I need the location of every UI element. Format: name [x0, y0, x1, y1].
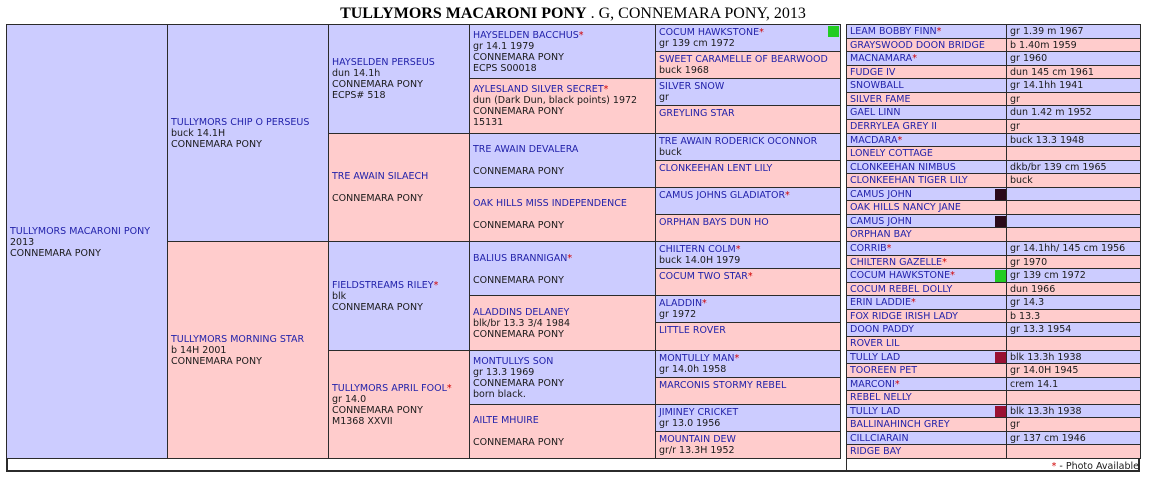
photo-available-star: *: [894, 378, 900, 390]
horse-name-link[interactable]: MONTULLYS SON: [473, 355, 554, 367]
grandparent-cell: [328, 133, 471, 243]
cell-content: [473, 84, 654, 128]
gen5-cell: [655, 404, 841, 432]
horse-detail: CONNEMARA PONY: [473, 220, 564, 232]
horse-detail: [473, 264, 654, 275]
horse-name-link[interactable]: JIMINEY CRICKET: [659, 406, 739, 418]
great-grandparent-cell: [469, 24, 657, 79]
cell-content: [332, 383, 468, 427]
gen6-cell: [846, 390, 1008, 405]
gen6-cell: [846, 173, 1008, 188]
gen6-info: gr: [1006, 92, 1141, 107]
gen6-cell: [846, 200, 1008, 215]
gen6-info: gr: [1006, 417, 1141, 432]
horse-detail: CONNEMARA PONY: [473, 166, 564, 178]
cell-content: [659, 190, 838, 201]
horse-name-link[interactable]: COCUM REBEL DOLLY: [850, 283, 953, 295]
horse-detail: [332, 182, 468, 193]
horse-name-link[interactable]: LITTLE ROVER: [659, 325, 726, 337]
gen6-cell: [846, 241, 1008, 256]
horse-detail: [473, 155, 654, 166]
horse-detail: CONNEMARA PONY: [473, 274, 564, 286]
gen6-info: dkb/br 139 cm 1965: [1006, 160, 1141, 175]
gen6-cell: [846, 322, 1008, 337]
horse-name-link[interactable]: SNOWBALL: [850, 80, 904, 92]
photo-available-star: *: [759, 27, 764, 38]
horse-detail: dun 14.1h: [332, 68, 381, 80]
horse-name-link[interactable]: BALIUS BRANNIGAN*: [473, 252, 573, 264]
gen6-cell: [846, 187, 1008, 202]
horse-detail: CONNEMARA PONY: [171, 356, 262, 367]
title-horse-name: TULLYMORS MACARONI PONY: [340, 5, 587, 22]
horse-name-link[interactable]: ORPHAN BAY: [850, 229, 912, 241]
grandparent-cell: [328, 24, 471, 134]
gen5-cell: [655, 377, 841, 405]
horse-detail: gr 14.0h 1958: [659, 363, 727, 375]
horse-detail: gr 13.3 1969: [473, 366, 535, 378]
horse-name-link[interactable]: AILTE MHUIRE: [473, 415, 539, 427]
horse-name-link[interactable]: MONTULLY MAN*: [659, 352, 740, 364]
horse-detail: buck 14.0H 1979: [659, 255, 741, 266]
horse-detail: CONNEMARA PONY: [171, 139, 262, 150]
gen6-cell: [846, 133, 1008, 148]
gen6-info: gr 1970: [1006, 255, 1141, 270]
horse-name-link[interactable]: CHILTERN GAZELLE*: [850, 256, 947, 268]
great-grandparent-cell: [469, 187, 657, 242]
horse-detail: dun (Dark Dun, black points) 1972: [473, 95, 638, 107]
cell-content: [850, 216, 1005, 227]
horse-name-link[interactable]: GRAYSWOOD DOON BRIDGE: [850, 39, 985, 51]
horse-name-link[interactable]: ROVER LIL: [850, 337, 900, 349]
gen6-cell: [846, 431, 1008, 446]
horse-detail: [473, 209, 654, 220]
cell-content: [850, 379, 1005, 390]
horse-detail: gr 1972: [659, 309, 697, 321]
great-grandparent-cell: [469, 241, 657, 296]
horse-name-link[interactable]: MARCONIS STORMY REBEL: [659, 379, 787, 391]
gen6-cell: [846, 350, 1008, 365]
horse-name-link[interactable]: ALADDINS DELANEY: [473, 306, 570, 318]
photo-available-star: *: [734, 352, 740, 364]
cell-content: [659, 108, 838, 119]
cell-content: [850, 311, 1005, 322]
gen6-cell: [846, 404, 1008, 419]
cell-content: [659, 271, 838, 282]
horse-name-link[interactable]: SILVER FAME: [850, 93, 911, 105]
great-grandparent-cell: [469, 78, 657, 133]
cell-content: [659, 353, 838, 375]
horse-name-link[interactable]: TOOREEN PET: [850, 365, 918, 377]
horse-name-link[interactable]: TULLYMORS CHIP O PERSEUS: [171, 117, 310, 128]
horse-name-link[interactable]: CAMUS JOHN: [850, 215, 912, 227]
cell-content: [850, 365, 1005, 376]
gen6-info: [1006, 227, 1141, 242]
cell-content: [850, 67, 1005, 78]
gen6-info: buck: [1006, 173, 1141, 188]
legend-text: - Photo Available: [1059, 461, 1139, 472]
gen6-info: gr 14.1hh/ 145 cm 1956: [1006, 241, 1141, 256]
horse-name-link[interactable]: COCUM HAWKSTONE*: [659, 27, 764, 38]
horse-detail: born black.: [473, 388, 526, 400]
horse-name-link[interactable]: TRE AWAIN DEVALERA: [473, 144, 579, 156]
gen6-cell: [846, 417, 1008, 432]
horse-name-link[interactable]: TULLYMORS MACARONI PONY: [10, 225, 150, 237]
gen6-info: gr 13.3 1954: [1006, 322, 1141, 337]
horse-detail: 2013: [10, 236, 35, 248]
cell-content: [850, 257, 1005, 268]
cell-content: [850, 243, 1005, 254]
cell-content: [473, 356, 654, 400]
subject-cell: [6, 24, 169, 459]
cell-content: [659, 54, 838, 76]
cell-content: [850, 135, 1005, 146]
horse-detail: CONNEMARA PONY: [473, 437, 564, 449]
great-grandparent-cell: [469, 133, 657, 188]
cell-content: [332, 171, 468, 204]
horse-detail: CONNEMARA PONY: [473, 106, 564, 118]
sire-dam-cell: [167, 24, 330, 242]
gen6-info: blk 13.3h 1938: [1006, 404, 1141, 419]
great-grandparent-cell: [469, 350, 657, 405]
photo-legend: [1052, 461, 1139, 472]
cell-content: [659, 380, 838, 391]
horse-detail: M1368 XXVII: [332, 415, 393, 427]
cell-content: [332, 280, 468, 313]
horse-detail: gr 13.0 1956: [659, 417, 721, 429]
gen6-info: b 1.40m 1959: [1006, 38, 1141, 53]
gen6-cell: [846, 119, 1008, 134]
cell-content: [850, 94, 1005, 105]
gen5-cell: [655, 160, 841, 188]
horse-detail: b 14H 2001: [171, 345, 227, 356]
horse-detail: CONNEMARA PONY: [473, 377, 564, 389]
cell-content: [850, 446, 1005, 457]
gen6-cell: [846, 78, 1008, 93]
horse-name-link[interactable]: CAMUS JOHNS GLADIATOR*: [659, 189, 790, 201]
horse-name-link[interactable]: OAK HILLS NANCY JANE: [850, 202, 961, 214]
cell-content: [659, 81, 838, 103]
gen6-cell: [846, 92, 1008, 107]
gen5-cell: [655, 268, 841, 296]
horse-name-link[interactable]: CLONKEEHAN NIMBUS: [850, 161, 956, 173]
cell-content: [850, 121, 1005, 132]
gen5-cell: [655, 322, 841, 350]
gen6-info: dun 145 cm 1961: [1006, 65, 1141, 80]
horse-name-link[interactable]: CLONKEEHAN LENT LILY: [659, 162, 773, 174]
horse-detail: 15131: [473, 117, 504, 129]
cell-content: [850, 175, 1005, 186]
gen5-cell: [655, 431, 841, 459]
gen5-cell: [655, 24, 841, 52]
horse-detail: gr 14.1 1979: [473, 41, 535, 53]
horse-name-link[interactable]: TULLY LAD: [850, 351, 901, 363]
horse-name-link[interactable]: MARCONI*: [850, 378, 900, 390]
cell-content: [850, 107, 1005, 118]
horse-name-link[interactable]: TULLYMORS APRIL FOOL*: [332, 382, 452, 394]
grandparent-cell: [328, 350, 471, 460]
gen6-info: [1006, 146, 1141, 161]
horse-detail: CONNEMARA PONY: [10, 247, 101, 259]
gen6-cell: [846, 377, 1008, 392]
horse-detail: CONNEMARA PONY: [473, 52, 564, 64]
horse-detail: ECPS S00018: [473, 63, 537, 75]
color-swatch: [995, 406, 1006, 418]
gen6-info: gr 1.39 m 1967: [1006, 24, 1141, 39]
gen5-cell: [655, 295, 841, 323]
photo-available-star: *: [433, 279, 439, 291]
sire-dam-cell: [167, 241, 330, 459]
horse-name-link[interactable]: ERIN LADDIE*: [850, 297, 916, 309]
horse-detail: CONNEMARA PONY: [332, 79, 423, 91]
gen6-info: [1006, 200, 1141, 215]
legend-star: *: [1051, 461, 1057, 472]
cell-content: [850, 53, 1005, 64]
horse-name-link[interactable]: GREYLING STAR: [659, 108, 735, 120]
horse-name-link[interactable]: BALLINAHINCH GREY: [850, 419, 950, 431]
photo-available-star: *: [910, 297, 916, 309]
grandparent-cell: [328, 241, 471, 351]
gen6-info: buck 13.3 1948: [1006, 133, 1141, 148]
photo-available-star: *: [702, 298, 707, 310]
great-grandparent-cell: [469, 295, 657, 350]
photo-available-star: *: [747, 271, 753, 283]
cell-content: [659, 298, 838, 320]
gen6-info: gr 137 cm 1946: [1006, 431, 1141, 446]
cell-content: [850, 419, 1005, 430]
horse-name-link[interactable]: HAYSELDEN BACCHUS*: [473, 30, 584, 42]
page-title: [6, 4, 1140, 24]
photo-available-star: *: [886, 243, 892, 254]
horse-detail: blk: [332, 290, 347, 302]
color-swatch: [995, 189, 1006, 201]
footer-divider: [846, 458, 847, 472]
horse-detail: CONNEMARA PONY: [332, 193, 423, 205]
gen5-cell: [655, 51, 841, 79]
gen5-cell: [655, 78, 841, 106]
cell-content: [659, 163, 838, 174]
cell-content: [850, 324, 1005, 335]
gen6-cell: [846, 105, 1008, 120]
horse-name-link[interactable]: LONELY COTTAGE: [850, 148, 933, 160]
gen6-cell: [846, 255, 1008, 270]
cell-content: [10, 226, 166, 259]
horse-name-link[interactable]: CHILTERN COLM*: [659, 244, 741, 255]
cell-content: [850, 352, 1005, 363]
horse-name-link[interactable]: SWEET CARAMELLE OF BEARWOOD: [659, 54, 828, 66]
gen5-cell: [655, 241, 841, 269]
gen5-cell: [655, 187, 841, 215]
photo-available-star: *: [785, 189, 790, 201]
cell-content: [850, 338, 1005, 349]
cell-content: [850, 202, 1005, 213]
horse-detail: CONNEMARA PONY: [332, 301, 423, 313]
cell-content: [659, 27, 838, 49]
cell-content: [659, 325, 838, 336]
gen6-cell: [846, 268, 1008, 283]
horse-name-link[interactable]: CILLCIARAIN: [850, 432, 909, 444]
color-swatch: [828, 26, 839, 37]
gen5-cell: [655, 350, 841, 378]
horse-detail: ECPS# 518: [332, 90, 386, 102]
gen6-cell: [846, 38, 1008, 53]
cell-content: [850, 433, 1005, 444]
horse-detail: CONNEMARA PONY: [473, 328, 564, 340]
horse-name-link[interactable]: FIELDSTREAMS RILEY*: [332, 279, 439, 291]
horse-name-link[interactable]: CORRIB*: [850, 243, 892, 254]
cell-content: [850, 406, 1005, 417]
horse-name-link[interactable]: ORPHAN BAYS DUN HO: [659, 216, 769, 228]
horse-name-link[interactable]: MACNAMARA*: [850, 53, 917, 65]
horse-name-link[interactable]: ALADDIN*: [659, 298, 707, 310]
cell-content: [473, 144, 654, 177]
gen6-info: b 13.3: [1006, 309, 1141, 324]
gen5-cell: [655, 214, 841, 242]
gen6-info: crem 14.1: [1006, 377, 1141, 392]
horse-name-link[interactable]: FUDGE IV: [850, 66, 896, 78]
cell-content: [473, 30, 654, 74]
gen5-cell: [655, 133, 841, 161]
cell-content: [473, 198, 654, 231]
cell-content: [171, 117, 327, 150]
gen6-info: gr 1960: [1006, 51, 1141, 66]
cell-content: [659, 244, 838, 266]
photo-available-star: *: [578, 30, 584, 42]
color-swatch: [995, 352, 1006, 364]
gen6-info: gr 14.0H 1945: [1006, 363, 1141, 378]
gen6-info: [1006, 336, 1141, 351]
cell-content: [850, 162, 1005, 173]
photo-available-star: *: [567, 252, 573, 264]
gen6-info: [1006, 187, 1141, 202]
horse-detail: gr 139 cm 1972: [659, 38, 735, 49]
horse-detail: buck: [659, 146, 682, 158]
gen6-cell: [846, 214, 1008, 229]
gen6-cell: [846, 444, 1008, 459]
photo-available-star: *: [942, 256, 947, 268]
cell-content: [332, 57, 468, 101]
horse-detail: gr: [659, 92, 669, 104]
horse-name-link[interactable]: TULLYMORS MORNING STAR: [171, 334, 305, 345]
cell-content: [850, 40, 1005, 51]
horse-detail: CONNEMARA PONY: [332, 404, 423, 416]
cell-content: [473, 307, 654, 340]
horse-name-link[interactable]: TRE AWAIN RODERICK OCONNOR: [659, 135, 818, 147]
horse-name-link[interactable]: OAK HILLS MISS INDEPENDENCE: [473, 198, 627, 210]
gen6-cell: [846, 336, 1008, 351]
cell-content: [659, 434, 838, 456]
horse-name-link[interactable]: AYLESLAND SILVER SECRET*: [473, 84, 609, 96]
gen6-cell: [846, 51, 1008, 66]
cell-content: [473, 415, 654, 448]
gen6-cell: [846, 24, 1008, 39]
horse-name-link[interactable]: MACDARA*: [850, 134, 903, 146]
photo-available-star: *: [735, 244, 741, 255]
gen6-cell: [846, 282, 1008, 297]
gen6-cell: [846, 160, 1008, 175]
gen6-info: [1006, 390, 1141, 405]
gen6-cell: [846, 227, 1008, 242]
gen6-cell: [846, 309, 1008, 324]
photo-available-star: *: [950, 270, 955, 282]
gen6-info: gr 139 cm 1972: [1006, 268, 1141, 283]
horse-detail: [473, 426, 654, 437]
gen6-cell: [846, 295, 1008, 310]
color-swatch: [995, 216, 1006, 228]
cell-content: [850, 392, 1005, 403]
horse-name-link[interactable]: FOX RIDGE IRISH LADY: [850, 310, 958, 322]
gen6-info: dun 1966: [1006, 282, 1141, 297]
cell-content: [850, 229, 1005, 240]
cell-content: [850, 80, 1005, 91]
gen6-info: gr 14.1hh 1941: [1006, 78, 1141, 93]
great-grandparent-cell: [469, 404, 657, 459]
cell-content: [659, 407, 838, 429]
gen5-cell: [655, 105, 841, 133]
photo-available-star: *: [446, 382, 452, 394]
horse-detail: buck 14.1H: [171, 128, 226, 139]
gen6-cell: [846, 65, 1008, 80]
horse-name-link[interactable]: COCUM TWO STAR*: [659, 271, 753, 283]
horse-name-link[interactable]: TULLY LAD: [850, 405, 901, 417]
gen6-info: gr 14.3: [1006, 295, 1141, 310]
horse-name-link[interactable]: LEAM BOBBY FINN*: [850, 26, 942, 37]
horse-name-link[interactable]: HAYSELDEN PERSEUS: [332, 57, 435, 69]
photo-available-star: *: [936, 26, 942, 37]
gen6-cell: [846, 146, 1008, 161]
gen6-info: gr: [1006, 119, 1141, 134]
horse-detail: gr/r 13.3H 1952: [659, 444, 735, 456]
gen6-info: blk 13.3h 1938: [1006, 350, 1141, 365]
gen6-info: [1006, 214, 1141, 229]
horse-name-link[interactable]: CAMUS JOHN: [850, 188, 912, 200]
horse-name-link[interactable]: REBEL NELLY: [850, 392, 912, 404]
horse-name-link[interactable]: DOON PADDY: [850, 324, 914, 336]
cell-content: [171, 334, 327, 367]
horse-name-link[interactable]: TRE AWAIN SILAECH: [332, 171, 429, 183]
color-swatch: [995, 270, 1006, 282]
photo-available-star: *: [897, 134, 903, 146]
horse-detail: gr 14.0: [332, 393, 367, 405]
horse-name-link[interactable]: SILVER SNOW: [659, 81, 725, 93]
horse-name-link[interactable]: DERRYLEA GREY II: [850, 120, 937, 132]
photo-available-star: *: [603, 84, 609, 96]
gen6-info: dun 1.42 m 1952: [1006, 105, 1141, 120]
cell-content: [850, 189, 1005, 200]
horse-detail: buck 1968: [659, 65, 709, 77]
horse-name-link[interactable]: CLONKEEHAN TIGER LILY: [850, 175, 968, 187]
photo-available-star: *: [912, 53, 917, 65]
horse-name-link[interactable]: GAEL LINN: [850, 107, 901, 119]
cell-content: [850, 148, 1005, 159]
horse-name-link[interactable]: COCUM HAWKSTONE*: [850, 270, 955, 282]
cell-content: [850, 26, 1005, 37]
cell-content: [850, 270, 1005, 281]
cell-content: [659, 136, 838, 158]
gen6-cell: [846, 363, 1008, 378]
horse-detail: blk/br 13.3 3/4 1984: [473, 317, 570, 329]
horse-name-link[interactable]: MOUNTAIN DEW: [659, 433, 736, 445]
horse-name-link[interactable]: RIDGE BAY: [850, 446, 902, 458]
cell-content: [850, 297, 1005, 308]
cell-content: [850, 284, 1005, 295]
cell-content: [473, 253, 654, 286]
cell-content: [659, 217, 838, 228]
gen6-info: [1006, 444, 1141, 459]
title-details: . G, CONNEMARA PONY, 2013: [586, 5, 806, 22]
